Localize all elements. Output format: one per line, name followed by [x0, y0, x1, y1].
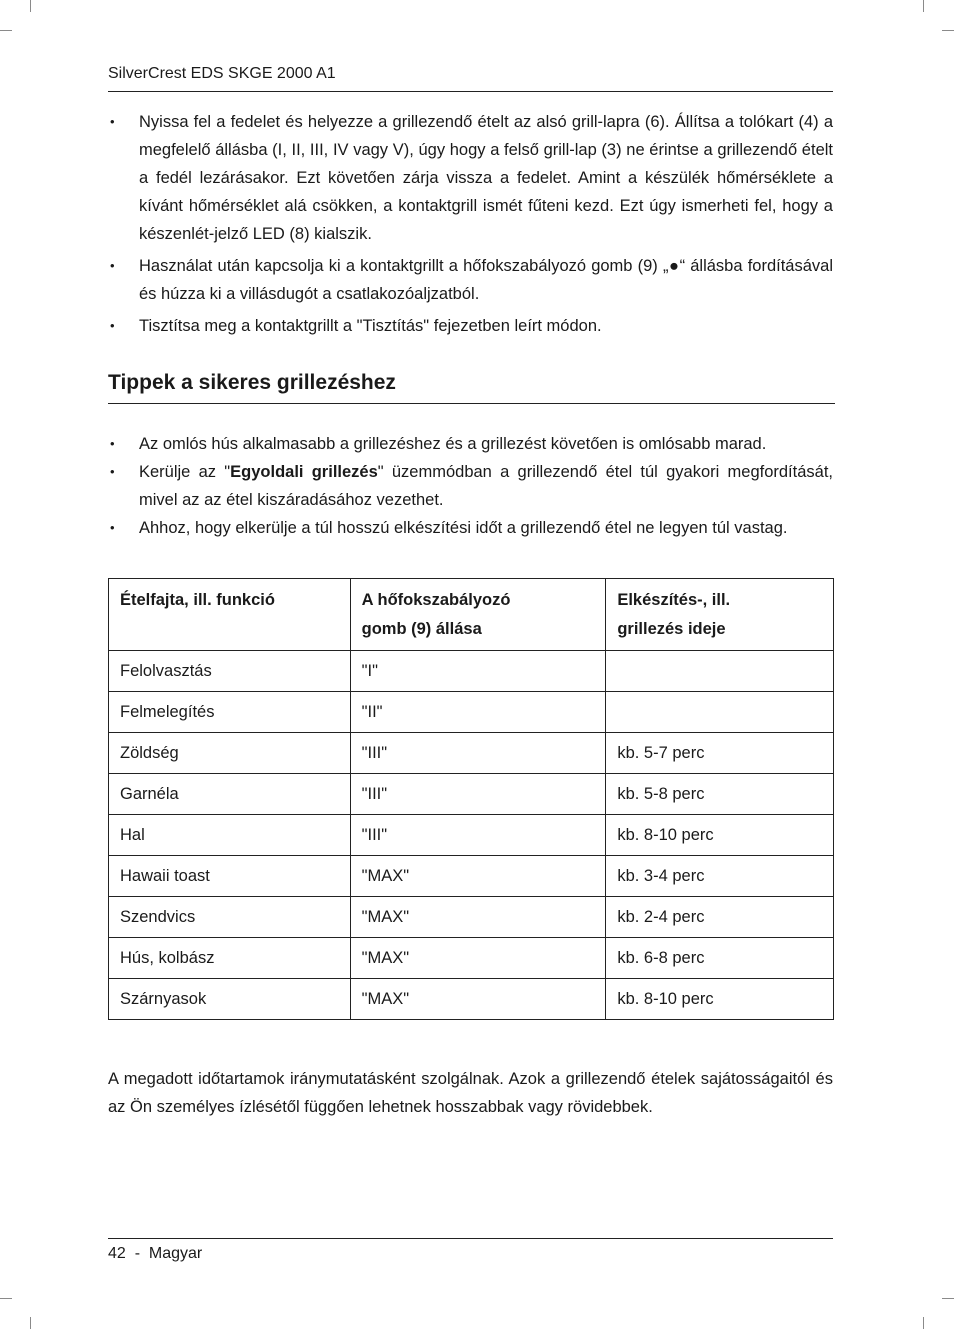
- bullet-icon: •: [110, 114, 115, 129]
- table-row: [109, 897, 834, 938]
- mode-name: Egyoldali grillezés: [230, 463, 378, 481]
- cell-food: Zöldség: [109, 733, 351, 774]
- bullet-icon: •: [110, 520, 115, 535]
- text-part: " üzemmódban a grillezendő étel túl gyakori megfordítását, mivel az az étel kiszáradásához vezethet.: [139, 463, 833, 509]
- list-item-text: Tisztítsa meg a kontaktgrillt a "Tisztítás" fejezetben leírt módon.: [139, 317, 602, 335]
- table-row: [109, 692, 834, 733]
- cell-food: Felmelegítés: [109, 692, 351, 733]
- list-item: [108, 252, 833, 308]
- section-heading: Tippek a sikeres grillezéshez: [108, 367, 835, 404]
- list-item-text: Ahhoz, hogy elkerülje a túl hosszú elkészítési időt a grillezendő étel ne legyen túl vastag.: [139, 519, 788, 537]
- list-item: [108, 430, 833, 458]
- cell-setting: "MAX": [350, 938, 606, 979]
- bullet-icon: •: [110, 464, 115, 479]
- cell-food: Garnéla: [109, 774, 351, 815]
- header-text: Elkészítés-, ill.: [617, 591, 731, 609]
- cell-setting: "III": [350, 733, 606, 774]
- crop-mark: [942, 1298, 954, 1299]
- cell-setting: "MAX": [350, 897, 606, 938]
- table-header-row: [109, 579, 834, 651]
- instruction-list: [108, 108, 833, 340]
- crop-mark: [923, 0, 924, 12]
- list-item: [108, 514, 833, 542]
- table-row: [109, 774, 834, 815]
- cell-time: kb. 3-4 perc: [606, 856, 834, 897]
- bullet-icon: •: [110, 436, 115, 451]
- note-paragraph: A megadott időtartamok iránymutatásként szolgálnak. Azok a grillezendő ételek sajátosságaitól és az Ön személyes ízlésétől függően lehetnek hosszabbak vagy rövidebbek.: [108, 1070, 833, 1116]
- cell-food: Hawaii toast: [109, 856, 351, 897]
- table-row: [109, 856, 834, 897]
- table-row: [109, 651, 834, 692]
- cell-food: Hal: [109, 815, 351, 856]
- list-item: [108, 312, 833, 340]
- header-text: grillezés ideje: [617, 620, 726, 638]
- cell-food: Felolvasztás: [109, 651, 351, 692]
- cell-setting: "MAX": [350, 979, 606, 1020]
- cell-food: Hús, kolbász: [109, 938, 351, 979]
- cell-setting: "II": [350, 692, 606, 733]
- bullet-icon: •: [110, 258, 115, 273]
- table-row: [109, 733, 834, 774]
- footer-rule: [108, 1238, 833, 1239]
- cell-setting: "III": [350, 774, 606, 815]
- table-row: [109, 979, 834, 1020]
- table-row: [109, 815, 834, 856]
- table-row: [109, 938, 834, 979]
- running-header: SilverCrest EDS SKGE 2000 A1: [108, 65, 336, 82]
- crop-mark: [0, 1298, 12, 1299]
- list-item: [108, 458, 833, 514]
- header-rule: [108, 91, 833, 92]
- cell-time: kb. 2-4 perc: [606, 897, 834, 938]
- crop-mark: [0, 30, 12, 31]
- list-item-text: Az omlós hús alkalmasabb a grillezéshez és a grillezést követően is omlósabb marad.: [139, 435, 767, 453]
- bullet-icon: •: [110, 318, 115, 333]
- grilling-table: [108, 578, 834, 1020]
- list-item: [108, 108, 833, 248]
- list-item-text: Nyissa fel a fedelet és helyezze a grillezendő ételt az alsó grill-lapra (6). Állítsa a tolókart (4) a megfelelő állásba (I, II, III, IV vagy V), úgy hogy a felső grill-lap (3) ne érintse a grillezendő ételt a fedél lezárásakor. Ezt követően zárja vissza a fedelet. Amint a készülék hőmérséklete a kívánt hőmérséklet alá csökken, a kontaktgrill ismét fűteni kezd. Ezt úgy ismerheti fel, hogy a készenlét-jelző LED (8) kialszik.: [139, 113, 833, 243]
- tips-list: [108, 430, 833, 542]
- header-text: gomb (9) állása: [361, 620, 482, 638]
- cell-time: kb. 8-10 perc: [606, 979, 834, 1020]
- cell-time: kb. 8-10 perc: [606, 815, 834, 856]
- header-time: [606, 579, 834, 651]
- header-text: A hőfokszabályozó: [361, 591, 511, 609]
- header-food: [109, 579, 351, 651]
- text-part: Kerülje az ": [139, 463, 231, 481]
- cell-setting: "III": [350, 815, 606, 856]
- crop-mark: [30, 0, 31, 12]
- cell-food: Szendvics: [109, 897, 351, 938]
- cell-setting: "I": [350, 651, 606, 692]
- header-setting: [350, 579, 606, 651]
- cell-time: kb. 5-7 perc: [606, 733, 834, 774]
- list-item-text: [139, 463, 833, 509]
- header-text: Ételfajta, ill. funkció: [120, 591, 275, 609]
- crop-mark: [30, 1317, 31, 1329]
- crop-mark: [923, 1317, 924, 1329]
- list-item-text: Használat után kapcsolja ki a kontaktgrillt a hőfokszabályozó gomb (9) „●“ állásba fordításával és húzza ki a villásdugót a csatlakozóaljzatból.: [139, 257, 833, 303]
- page-footer: 42 - Magyar: [108, 1245, 203, 1262]
- cell-time: kb. 6-8 perc: [606, 938, 834, 979]
- cell-time: kb. 5-8 perc: [606, 774, 834, 815]
- cell-time: [606, 692, 834, 733]
- cell-food: Szárnyasok: [109, 979, 351, 1020]
- cell-time: [606, 651, 834, 692]
- crop-mark: [942, 30, 954, 31]
- cell-setting: "MAX": [350, 856, 606, 897]
